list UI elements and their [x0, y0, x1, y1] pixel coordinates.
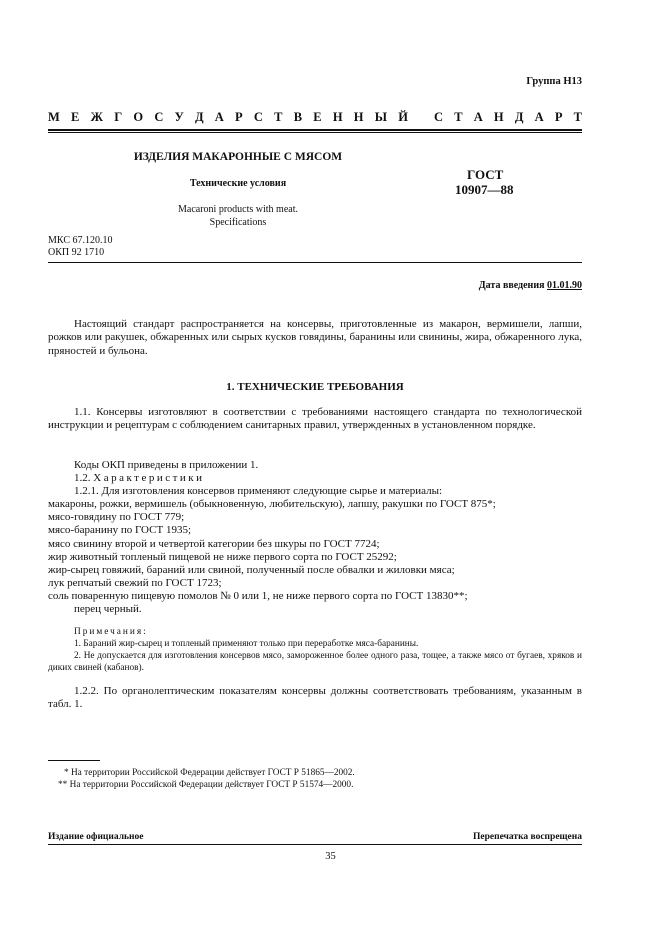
introduction-date-value: 01.01.90 — [547, 280, 582, 291]
notes-block — [48, 626, 582, 674]
gost-number — [455, 167, 514, 197]
list-item: мясо-баранину по ГОСТ 1935; — [48, 524, 191, 537]
list-item: жир животный топленый пищевой не ниже первого сорта по ГОСТ 25292; — [48, 550, 397, 563]
standard-banner — [48, 110, 582, 125]
document-subtitle: Технические условия — [189, 178, 287, 189]
codes-rule — [48, 262, 582, 263]
header-rule-thin — [48, 132, 582, 133]
notes-heading: Примечания: — [74, 627, 148, 637]
reprint-prohibited: Перепечатка воспрещена — [472, 832, 582, 842]
footnote-rule — [48, 760, 100, 761]
note-item: 1. Бараний жир-сырец и топленый применяют только при переработке мяса-баранины. — [74, 639, 419, 649]
list-item: жир-сырец говяжий, бараний или свиной, полученный после обвалки и жиловки мяса; — [48, 563, 455, 576]
list-item: лук репчатый свежий по ГОСТ 1723; — [48, 576, 222, 589]
edition-official: Издание официальное — [48, 832, 144, 842]
document-title: ИЗДЕЛИЯ МАКАРОННЫЕ С МЯСОМ — [133, 151, 343, 163]
section-title: 1. ТЕХНИЧЕСКИЕ ТРЕБОВАНИЯ — [226, 381, 404, 393]
list-item: 1.2. Характеристики — [74, 472, 205, 485]
list-item: соль поваренную пищевую помолов № 0 или 1, не ниже первого сорта по ГОСТ 13830**; — [48, 589, 468, 602]
footnote-2: ** На территории Российской Федерации действует ГОСТ Р 51574—2000. — [58, 780, 354, 790]
okp-code: ОКП 92 1710 — [48, 247, 105, 258]
english-title-line-2: Specifications — [209, 217, 267, 228]
english-title-line-1: Macaroni products with meat. — [178, 204, 298, 215]
page-number: 35 — [325, 851, 336, 862]
header-rule-thick — [48, 129, 582, 131]
list-item: перец черный. — [74, 603, 142, 616]
english-title — [48, 203, 428, 229]
introduction-date — [479, 280, 582, 291]
requirements-list — [48, 459, 582, 616]
list-item: 1.2.1. Для изготовления консервов применяют следующие сырье и материалы: — [74, 485, 443, 498]
list-item: Коды ОКП приведены в приложении 1. — [74, 459, 259, 471]
footer-rule — [48, 844, 582, 845]
banner-left: М Е Ж Г О С У Д А Р С Т В Е Н Н Ы Й — [48, 110, 408, 124]
list-item: мясо-говядину по ГОСТ 779; — [48, 511, 185, 524]
gost-label: ГОСТ — [467, 167, 504, 182]
banner-right: С Т А Н Д А Р Т — [434, 110, 582, 124]
mks-code: МКС 67.120.10 — [48, 235, 113, 246]
list-item: макароны, рожки, вермишель (обыкновенную, любительскую), лапшу, ракушки по ГОСТ 875*; — [48, 498, 496, 511]
group-code: Группа Н13 — [526, 76, 582, 87]
gost-code: 10907—88 — [455, 182, 514, 197]
paragraph-1-1: 1.1. Консервы изготовляют в соответствии с требованиями настоящего стандарта по технологической инструкции и рецептурам с соблюдением санитарных правил, утвержденных в установленном порядке. — [48, 406, 582, 432]
intro-paragraph: Настоящий стандарт распространяется на консервы, приготовленные из макарон, вермишели, лапши, рожков или ракушек, обжаренных или сырых кусков говядины, баранины или свинины, жира, обжаренного лука, пряностей и бульона. — [48, 318, 582, 357]
introduction-date-label: Дата введения — [478, 280, 547, 291]
paragraph-1-2-2: 1.2.2. По органолептическим показателям консервы должны соответствовать требованиям, указанным в табл. 1. — [48, 685, 582, 711]
classification-codes — [48, 235, 112, 259]
list-item: мясо свинину второй и четвертой категории без шкуры по ГОСТ 7724; — [48, 537, 380, 550]
note-item: 2. Не допускается для изготовления консервов мясо, замороженное более одного раза, тощее, а также мясо от бугаев, хряков и диких свиней (кабанов). — [48, 651, 582, 673]
footnote-1: * На территории Российской Федерации действует ГОСТ Р 51865—2002. — [64, 768, 355, 778]
